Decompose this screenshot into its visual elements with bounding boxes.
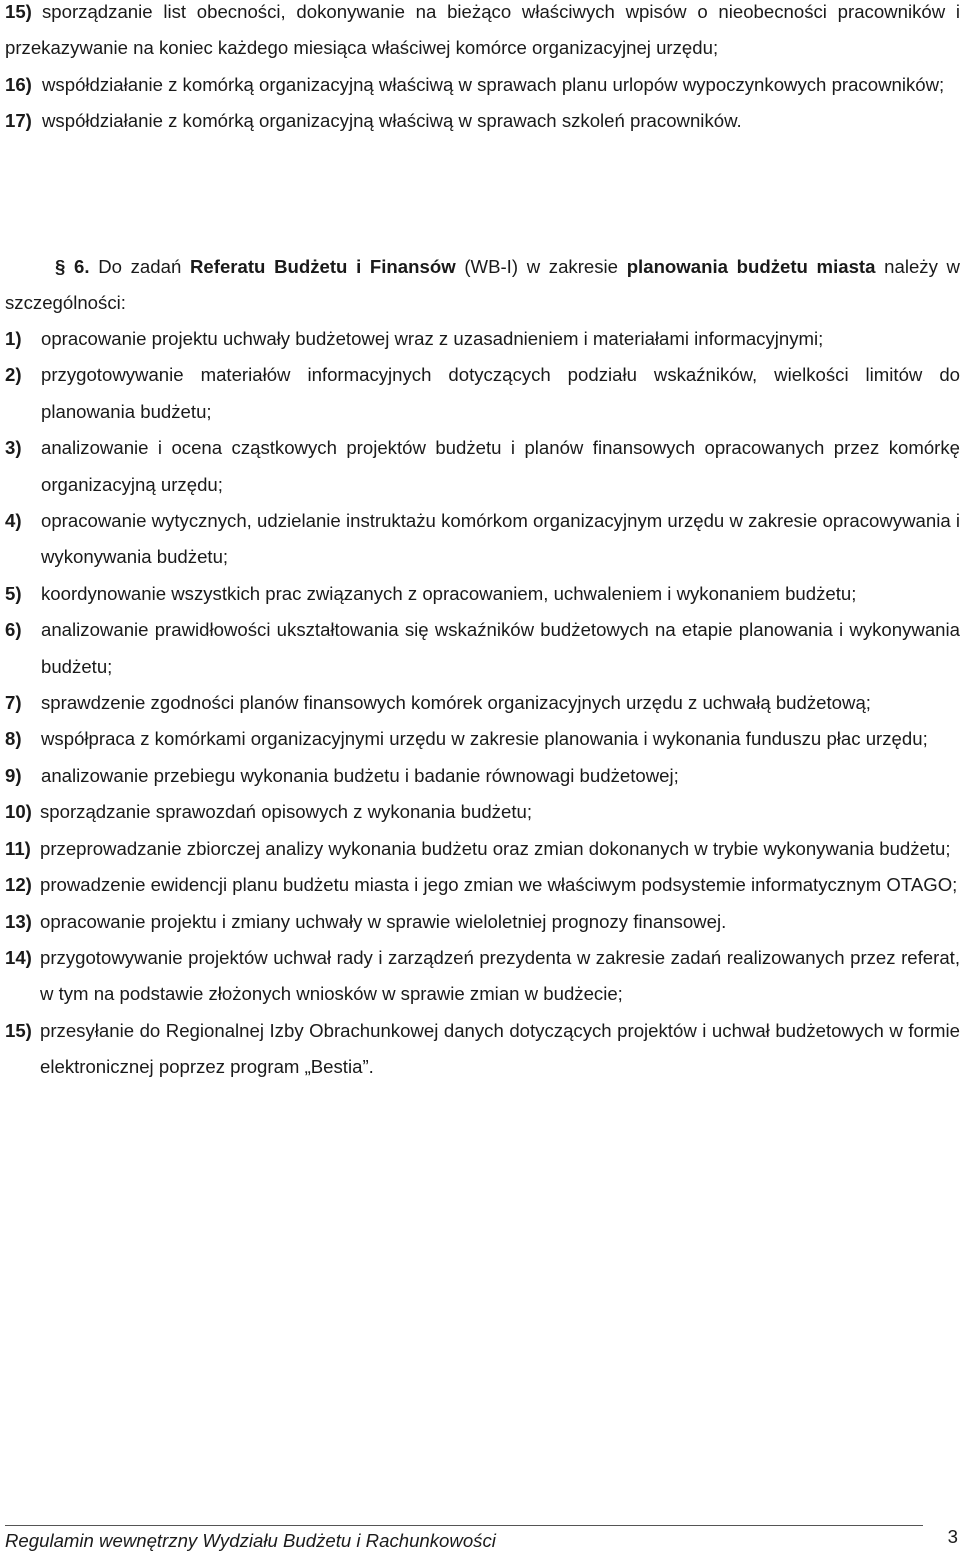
intro-text-b: (WB-I) w zakresie: [464, 256, 619, 277]
item-text: współpraca z komórkami organizacyjnymi urzędu w zakresie planowania i wykonania funduszu płac urzędu;: [41, 728, 928, 750]
section-intro: [5, 249, 960, 322]
item-number: 4): [5, 510, 22, 532]
list-item: [5, 321, 960, 357]
item-number: 16): [5, 73, 32, 95]
list-item: [5, 67, 960, 103]
item-text: przygotowywanie materiałów informacyjnych dotyczących podziału wskaźników, wielkości limitów do planowania budżetu;: [41, 364, 960, 422]
list-item: [5, 357, 960, 430]
item-text: prowadzenie ewidencji planu budżetu miasta i jego zmian we właściwym podsystemie informatycznym OTAGO;: [40, 874, 958, 896]
item-number: 10): [5, 801, 32, 823]
item-text: przeprowadzanie zbiorczej analizy wykonania budżetu oraz zmian dokonanych w trybie wykonywania budżetu;: [40, 837, 951, 859]
item-number: 6): [5, 619, 22, 641]
item-number: 15): [5, 1019, 32, 1041]
item-number: 3): [5, 437, 22, 459]
list-item: [5, 831, 960, 867]
list-item: [5, 721, 960, 757]
item-text: analizowanie prawidłowości ukształtowania się wskaźników budżetowych na etapie planowania i wykonywania budżetu;: [41, 619, 960, 677]
list-item: [5, 612, 960, 685]
item-number: 2): [5, 364, 22, 386]
item-number: 13): [5, 910, 32, 932]
item-text: sprawdzenie zgodności planów finansowych komórek organizacyjnych urzędu z uchwałą budżetową;: [41, 692, 871, 714]
list-item: [5, 940, 960, 1013]
item-number: 9): [5, 764, 22, 786]
section-6: [5, 249, 960, 322]
continued-list: [5, 0, 960, 140]
task-list: [5, 321, 960, 1086]
list-item: [5, 758, 960, 794]
list-item: [5, 503, 960, 576]
item-number: 7): [5, 692, 22, 714]
item-text: opracowanie wytycznych, udzielanie instruktażu komórkom organizacyjnym urzędu w zakresie opracowywania i wykonywania budżetu;: [41, 510, 960, 568]
item-text: współdziałanie z komórką organizacyjną właściwą w sprawach planu urlopów wypoczynkowych pracowników;: [42, 73, 945, 95]
list-item: [5, 0, 960, 67]
list-item: [5, 794, 960, 830]
item-text: sporządzanie list obecności, dokonywanie na bieżąco właściwych wpisów o nieobecności pracowników i przekazywanie na koniec każdego miesiąca właściwej komórce organizacyjnej urzędu;: [5, 1, 960, 59]
item-number: 8): [5, 728, 22, 750]
item-text: współdziałanie z komórką organizacyjną właściwą w sprawach szkoleń pracowników.: [42, 110, 742, 132]
page-number: 3: [947, 1526, 958, 1547]
section-sign: § 6.: [55, 256, 90, 277]
item-text: analizowanie przebiegu wykonania budżetu i badanie równowagi budżetowej;: [41, 764, 679, 786]
list-item: [5, 430, 960, 503]
item-number: 11): [5, 837, 31, 859]
list-item: [5, 103, 960, 139]
list-item: [5, 576, 960, 612]
intro-text-a: Do zadań: [98, 256, 182, 277]
item-number: 17): [5, 110, 32, 132]
footer-title: Regulamin wewnętrzny Wydziału Budżetu i Rachunkowości: [5, 1530, 496, 1551]
scope-text: planowania budżetu miasta: [626, 256, 876, 277]
item-number: 1): [5, 328, 22, 349]
item-number: 15): [5, 1, 32, 22]
item-text: opracowanie projektu uchwały budżetowej wraz z uzasadnieniem i materiałami informacyjnymi;: [41, 328, 824, 349]
item-number: 5): [5, 582, 22, 604]
unit-name: Referatu Budżetu i Finansów: [189, 256, 456, 277]
item-number: 12): [5, 874, 32, 896]
item-text: przygotowywanie projektów uchwał rady i zarządzeń prezydenta w zakresie zadań realizowanych przez referat, w tym na podstawie złożonych wniosków w sprawie zmian w budżecie;: [40, 946, 960, 1005]
item-number: 14): [5, 946, 32, 968]
list-item: [5, 1013, 960, 1086]
list-item: [5, 867, 960, 903]
intro-text-c: należy w szczególności:: [5, 256, 960, 314]
item-text: sporządzanie sprawozdań opisowych z wykonania budżetu;: [40, 801, 532, 823]
footer-rule: [5, 1525, 923, 1526]
item-text: przesyłanie do Regionalnej Izby Obrachunkowej danych dotyczących projektów i uchwał budżetowych w formie elektronicznej poprzez program „Bestia”.: [40, 1019, 960, 1078]
list-item: [5, 904, 960, 940]
item-text: opracowanie projektu i zmiany uchwały w sprawie wieloletniej prognozy finansowej.: [40, 910, 727, 932]
item-text: koordynowanie wszystkich prac związanych z opracowaniem, uchwaleniem i wykonaniem budżetu;: [41, 582, 857, 604]
list-item: [5, 685, 960, 721]
item-text: analizowanie i ocena cząstkowych projektów budżetu i planów finansowych opracowanych przez komórkę organizacyjną urzędu;: [41, 437, 960, 495]
